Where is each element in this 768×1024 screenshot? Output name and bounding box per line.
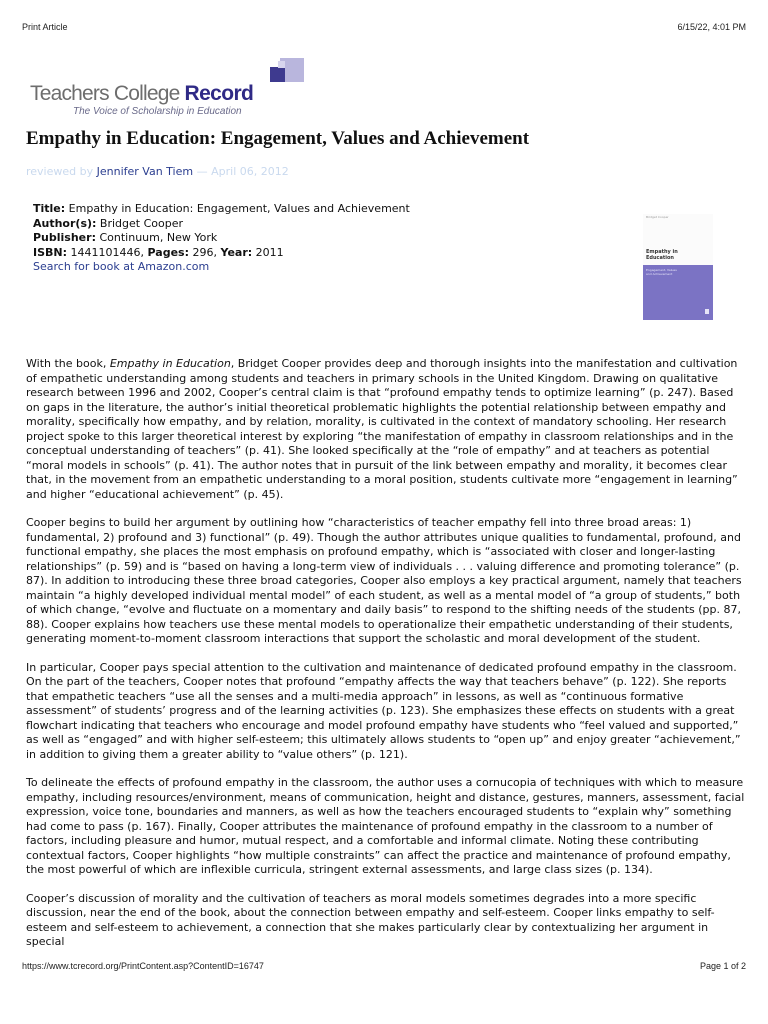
print-header bbox=[22, 22, 746, 36]
book-isbn-row: ISBN: 1441101446, Pages: 296, Year: 2011 bbox=[33, 245, 284, 259]
cover-panel bbox=[643, 265, 713, 320]
review-paragraph-4: To delineate the effects of profound empathy in the classroom, the author uses a cornucopia of techniques with which to measure empathy, including resources/environment, means of communication, height and distance, gestures, manners, assessment, facial expression, voice tone, boundaries and manners, as well as how the teachers encouraged students to “explain why” something had come to pass (p. 167). Finally, Cooper attributes the maintenance of profound empathy in the classroom to a number of factors, including pleasure and humor, mutual respect, and a comfortable and informal climate. Noting these contributing contextual factors, Cooper highlights “how multiple constraints” can affect the practice and maintenance of profound empathy, the most powerful of which are inflexible curricula, stringent external assessments, and large class sizes (p. 134). bbox=[26, 776, 745, 876]
teachers-college-record-logo[interactable] bbox=[30, 58, 280, 120]
review-paragraph-2: Cooper begins to build her argument by outlining how “characteristics of teacher empathy fell into three broad areas: 1) fundamental, 2) profound and 3) functional” (p. 49). Though the author attributes unique qualities to fundamental, profound, and functional empathy, she places the most emphasis on profound empathy, which is “associated with closer and longer-lasting relationships” (p. 59) and is “based on having a long-term view of individuals . . . valuing difference and promoting tolerance” (p. 87). In addition to introducing these three broad categories, Cooper also employs a key practical argument, namely that teachers maintain “a highly developed individual mental model” of each student, as well as a mental model of “a group of students,” both of which change, “evolve and fluctuate on a momentary and daily basis” to respond to the shifting needs of the students (pp. 87, 88). Cooper explains how teachers use these mental models to operationalize their empathetic understanding of their students, generating moment-to-moment classroom interactions that support the scholastic and moral development of the student. bbox=[26, 516, 742, 645]
review-date: — April 06, 2012 bbox=[193, 165, 289, 178]
review-paragraph-5: Cooper’s discussion of morality and the cultivation of teachers as moral models sometimes degrades into a more specific discussion, near the end of the book, about the connection between empathy and self-esteem. Cooper links empathy to self-esteem and self-esteem to achievement, a connection that she makes particularly clear by contextualizing her argument in special bbox=[26, 891, 715, 948]
review-body bbox=[26, 357, 746, 948]
logo-tagline: The Voice of Scholarship in Education bbox=[73, 106, 242, 117]
cover-title: Empathy in Education bbox=[646, 249, 678, 261]
review-paragraph-1: With the book, Empathy in Education, Bridget Cooper provides deep and thorough insights into the manifestation and cultivation of empathetic understanding among students and teachers in primary schools in the United Kingdom. Drawing on qualitative research between 1996 and 2002, Cooper’s central claim is that “profound empathy tends to optimize learning” (p. 247). Based on gaps in the literature, the author’s initial theoretical problematic highlights the potential relationship between empathy and morality, specifically how empathy, and by relation, morality, is cultivated in the context of mandatory schooling. Her research project spoke to this larger theoretical interest by exploring “the manifestation of empathy in classroom relationships and in the conceptual understanding of teachers” (p. 41). She looked specifically at the “role of empathy” and at teachers as potential “moral models in schools” (p. 41). The author notes that in pursuit of the link between empathy and morality, it becomes clear that, in the movement from an empathetic understanding to a moral position, students cultivate more “engagement in learning” and higher “educational achievement” (p. 45). bbox=[26, 357, 738, 501]
print-header-datetime: 6/15/22, 4:01 PM bbox=[677, 22, 746, 32]
book-cover-image bbox=[643, 214, 713, 320]
amazon-search-link[interactable]: Search for book at Amazon.com bbox=[33, 260, 210, 273]
article-title: Empathy in Education: Engagement, Values and Achievement bbox=[26, 128, 530, 149]
publisher-mark-icon bbox=[705, 309, 709, 314]
book-publisher-row: Publisher: Continuum, New York bbox=[33, 231, 218, 244]
byline bbox=[26, 165, 289, 178]
book-info bbox=[33, 202, 410, 275]
cover-subtitle: Engagement, Values and Achievement bbox=[646, 268, 677, 276]
page-number: Page 1 of 2 bbox=[699, 961, 746, 971]
print-footer-url: https://www.tcrecord.org/PrintContent.asp?ContentID=16747 bbox=[22, 961, 264, 971]
print-footer bbox=[22, 961, 746, 975]
logo-squares-icon bbox=[250, 58, 306, 84]
reviewer-link[interactable]: Jennifer Van Tiem bbox=[96, 165, 194, 178]
logo-wordmark: Teachers College Record bbox=[30, 82, 254, 105]
cover-author: Bridget Cooper bbox=[646, 215, 669, 219]
print-header-title: Print Article bbox=[22, 22, 68, 32]
book-title-row: Title: Empathy in Education: Engagement, Values and Achievement bbox=[33, 202, 410, 215]
book-authors-row: Author(s): Bridget Cooper bbox=[33, 216, 183, 230]
reviewed-by-label: reviewed by bbox=[26, 165, 97, 178]
review-paragraph-3: In particular, Cooper pays special attention to the cultivation and maintenance of dedicated profound empathy in the classroom. On the part of the teachers, Cooper notes that profound “empathy affects the way that teachers behave” (p. 122). She reports that empathetic teachers “use all the senses and a multi-media approach” in lessons, as well as “continuous formative assessment” of students’ progress and of the learning activities (p. 123). She emphasizes these effects on students with a great flowchart indicating that teachers who encourage and model profound empathy have students who “feel valued and supported,” as well as “engaged” and with higher self-esteem; this ultimately allows students to “open up” and enjoy greater “achievement,” in addition to giving them a greater ability to “value others” (p. 121). bbox=[26, 660, 741, 761]
